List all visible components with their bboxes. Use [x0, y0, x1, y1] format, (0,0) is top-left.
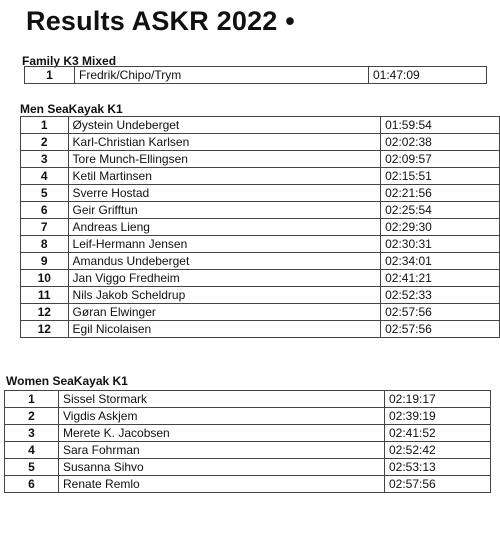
- rank-cell: 11: [21, 287, 69, 304]
- name-cell: Egil Nicolaisen: [68, 321, 381, 338]
- time-cell: 01:59:54: [381, 117, 500, 134]
- rank-cell: 8: [21, 236, 69, 253]
- table-row: [21, 253, 500, 270]
- time-cell: 02:34:01: [381, 253, 500, 270]
- time-cell: 01:47:09: [369, 67, 487, 84]
- rank-cell: 5: [5, 459, 59, 476]
- table-row: [21, 134, 500, 151]
- rank-cell: 12: [21, 304, 69, 321]
- rank-cell: 3: [5, 425, 59, 442]
- name-cell: Renate Remlo: [59, 476, 385, 493]
- rank-cell: 12: [21, 321, 69, 338]
- rank-cell: 3: [21, 151, 69, 168]
- time-cell: 02:52:33: [381, 287, 500, 304]
- section-title-men: Men SeaKayak K1: [20, 102, 123, 116]
- results-table-men: [20, 116, 500, 338]
- page-title: [26, 6, 295, 37]
- name-cell: Sara Fohrman: [59, 442, 385, 459]
- table-row: [5, 391, 491, 408]
- rank-cell: 1: [5, 391, 59, 408]
- rank-cell: 2: [5, 408, 59, 425]
- rank-cell: 6: [5, 476, 59, 493]
- name-cell: Fredrik/Chipo/Trym: [75, 67, 369, 84]
- time-cell: 02:09:57: [381, 151, 500, 168]
- section-title-women: Women SeaKayak K1: [6, 374, 128, 388]
- time-cell: 02:02:38: [381, 134, 500, 151]
- time-cell: 02:15:51: [381, 168, 500, 185]
- name-cell: Øystein Undeberget: [68, 117, 381, 134]
- time-cell: 02:53:13: [385, 459, 491, 476]
- time-cell: 02:57:56: [381, 321, 500, 338]
- name-cell: Ketil Martinsen: [68, 168, 381, 185]
- name-cell: Geir Grifftun: [68, 202, 381, 219]
- time-cell: 02:57:56: [381, 304, 500, 321]
- table-row: [21, 287, 500, 304]
- rank-cell: 2: [21, 134, 69, 151]
- table-row: [21, 185, 500, 202]
- name-cell: Tore Munch-Ellingsen: [68, 151, 381, 168]
- name-cell: Sissel Stormark: [59, 391, 385, 408]
- rank-cell: 10: [21, 270, 69, 287]
- time-cell: 02:29:30: [381, 219, 500, 236]
- name-cell: Jan Viggo Fredheim: [68, 270, 381, 287]
- name-cell: Nils Jakob Scheldrup: [68, 287, 381, 304]
- table-row: [21, 321, 500, 338]
- name-cell: Karl-Christian Karlsen: [68, 134, 381, 151]
- table-row: [21, 236, 500, 253]
- table-row: [21, 219, 500, 236]
- results-table-women: [4, 390, 491, 493]
- rank-cell: 4: [5, 442, 59, 459]
- rank-cell: 5: [21, 185, 69, 202]
- table-row: [5, 408, 491, 425]
- time-cell: 02:25:54: [381, 202, 500, 219]
- time-cell: 02:39:19: [385, 408, 491, 425]
- time-cell: 02:52:42: [385, 442, 491, 459]
- table-row: [21, 202, 500, 219]
- rank-cell: 1: [21, 117, 69, 134]
- results-table-family: [24, 66, 487, 84]
- table-row: [21, 117, 500, 134]
- table-row: [5, 476, 491, 493]
- table-row: [5, 425, 491, 442]
- time-cell: 02:21:56: [381, 185, 500, 202]
- rank-cell: 9: [21, 253, 69, 270]
- section-title-family: Family K3 Mixed: [22, 54, 117, 68]
- name-cell: Vigdis Askjem: [59, 408, 385, 425]
- time-cell: 02:41:21: [381, 270, 500, 287]
- rank-cell: 6: [21, 202, 69, 219]
- time-cell: 02:30:31: [381, 236, 500, 253]
- time-cell: 02:41:52: [385, 425, 491, 442]
- name-cell: Susanna Sihvo: [59, 459, 385, 476]
- table-row: [21, 270, 500, 287]
- rank-cell: 1: [25, 67, 75, 84]
- table-row: [21, 304, 500, 321]
- page-title-text: Results ASKR 2022: [26, 6, 278, 36]
- time-cell: 02:19:17: [385, 391, 491, 408]
- rank-cell: 4: [21, 168, 69, 185]
- name-cell: Leif-Hermann Jensen: [68, 236, 381, 253]
- name-cell: Andreas Lieng: [68, 219, 381, 236]
- table-row: [5, 459, 491, 476]
- name-cell: Merete K. Jacobsen: [59, 425, 385, 442]
- rank-cell: 7: [21, 219, 69, 236]
- table-row: [21, 168, 500, 185]
- time-cell: 02:57:56: [385, 476, 491, 493]
- table-row: [21, 151, 500, 168]
- name-cell: Sverre Hostad: [68, 185, 381, 202]
- name-cell: Gøran Elwinger: [68, 304, 381, 321]
- name-cell: Amandus Undeberget: [68, 253, 381, 270]
- table-row: [25, 67, 487, 84]
- table-row: [5, 442, 491, 459]
- title-bullet: •: [285, 6, 295, 36]
